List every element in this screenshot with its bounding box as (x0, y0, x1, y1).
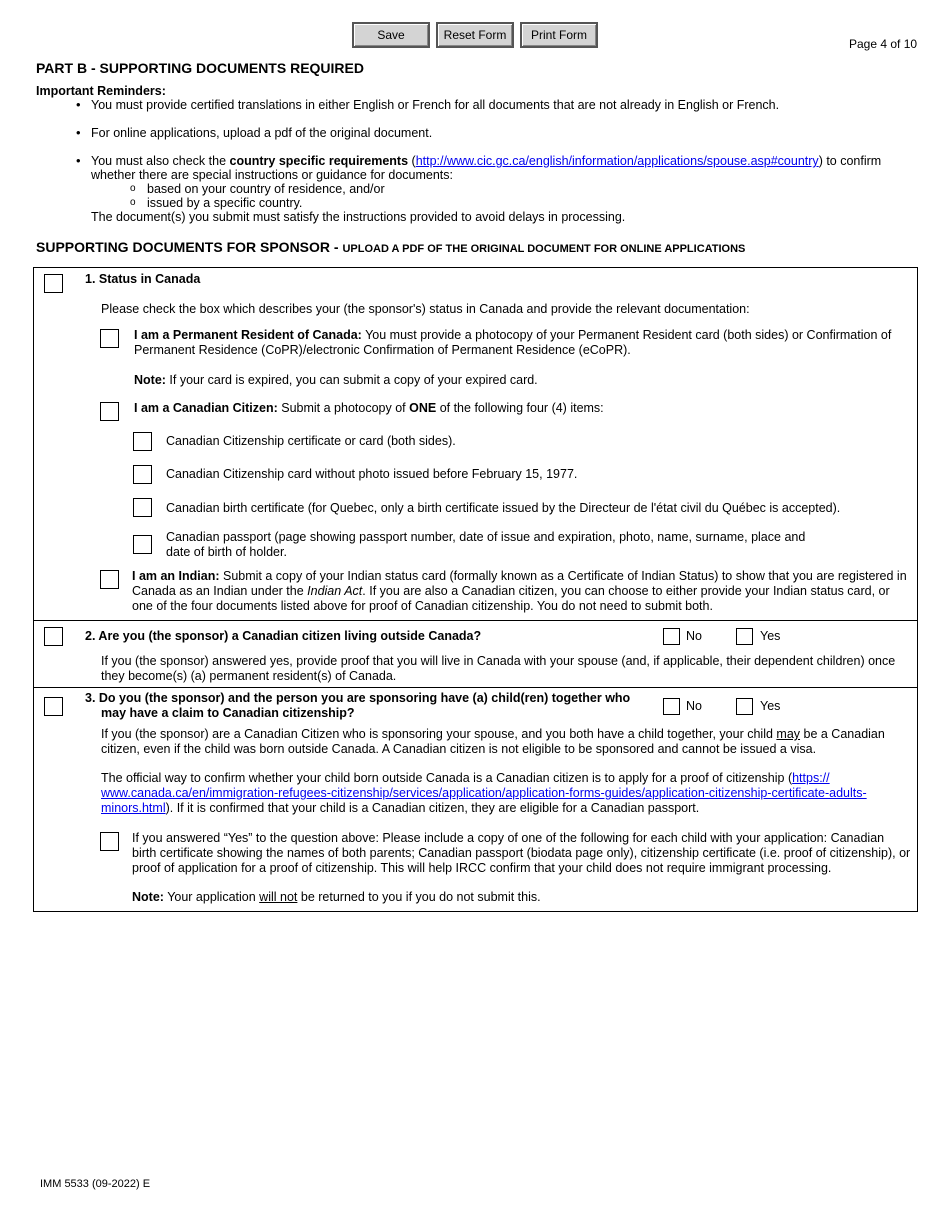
circle-bullet-icon: o (130, 183, 136, 194)
sub-bullet-residence: based on your country of residence, and/or (147, 182, 385, 196)
section-3-checkbox[interactable] (44, 697, 63, 716)
citizenship-card-no-photo-label: Canadian Citizenship card without photo issued before February 15, 1977. (166, 467, 578, 481)
expired-card-note: Note: If your card is expired, you can submit a copy of your expired card. (134, 373, 538, 387)
sub-bullet-issued: issued by a specific country. (147, 196, 303, 210)
section-2-instructions-line2: they become(s) (a) permanent resident(s) of Canada. (101, 669, 397, 683)
part-title: PART B - SUPPORTING DOCUMENTS REQUIRED (36, 60, 364, 76)
birth-certificate-checkbox[interactable] (133, 498, 152, 517)
proof-of-citizenship-link-cont[interactable]: www.canada.ca/en/immigration-refugees-citizenship/services/application/application-forms-guides/application-citizenship-certificate-adults- (101, 786, 867, 800)
citizenship-certificate-label: Canadian Citizenship certificate or card (both sides). (166, 434, 456, 448)
circle-bullet-icon: o (130, 197, 136, 208)
section-1-title: 1. Status in Canada (85, 272, 201, 286)
section-2-checkbox[interactable] (44, 627, 63, 646)
section-3-paragraph-1-line2: citizen, even if the child was born outside Canada. A Canadian citizen is not eligible to be sponsored and cannot be issued a visa. (101, 742, 817, 756)
canadian-citizen-checkbox[interactable] (100, 402, 119, 421)
passport-label: Canadian passport (page showing passport number, date of issue and expiration, photo, name, surname, place and (166, 530, 806, 544)
reminder-country: You must also check the country specific requirements (http://www.cic.gc.ca/english/information/applications/spouse.asp#country) to confirm (91, 154, 882, 168)
form-code: IMM 5533 (09-2022) E (40, 1178, 151, 1190)
section-3-question: 3. Do you (the sponsor) and the person you are sponsoring have (a) child(ren) together who (85, 691, 631, 705)
passport-checkbox[interactable] (133, 535, 152, 554)
section-3-paragraph-2-line2 (101, 786, 867, 801)
citizenship-card-no-photo-checkbox[interactable] (133, 465, 152, 484)
page-number: Page 4 of 10 (849, 37, 918, 51)
section-3-no-checkbox[interactable] (663, 698, 680, 715)
section-2-question: 2. Are you (the sponsor) a Canadian citizen living outside Canada? (85, 629, 482, 643)
child-documents-text-line2: birth certificate showing the names of both parents; Canadian passport (biodata page only), citizenship certificate (i.e. proof of citizenship), or (132, 846, 911, 860)
section-2-instructions: If you (the sponsor) answered yes, provide proof that you will live in Canada with your spouse (and, if applicable, their dependent children) once (101, 654, 896, 668)
section-3-yes-checkbox[interactable] (736, 698, 753, 715)
bullet-icon: • (76, 125, 81, 140)
reminder-closing: The document(s) you submit must satisfy the instructions provided to avoid delays in processing. (91, 210, 626, 224)
sponsor-section-heading: SUPPORTING DOCUMENTS FOR SPONSOR - UPLOAD A PDF OF THE ORIGINAL DOCUMENT FOR ONLINE APPLICATIONS (36, 239, 746, 255)
indian-status-text: I am an Indian: Submit a copy of your Indian status card (formally known as a Certificate of Indian Status) to show that you are registered in (132, 569, 907, 583)
indian-status-text-line3: one of the four documents listed above for proof of Canadian citizenship. You do not need to submit both. (132, 599, 713, 613)
section-divider (33, 687, 917, 688)
indian-status-text-line2: Canada as an Indian under the Indian Act. If you are also a Canadian citizen, you can choose to either provide your Indian status card, or (132, 584, 890, 598)
permanent-resident-checkbox[interactable] (100, 329, 119, 348)
section-1-checkbox[interactable] (44, 274, 63, 293)
section-3-no-label: No (686, 699, 702, 713)
proof-of-citizenship-link-end[interactable]: minors.html (101, 801, 166, 815)
section-3-paragraph-1: If you (the sponsor) are a Canadian Citizen who is sponsoring your spouse, and you both have a child together, your child may be a Canadian (101, 727, 885, 741)
permanent-resident-text-line2: Permanent Residence (CoPR)/electronic Confirmation of Permanent Residence (eCoPR). (134, 343, 631, 357)
section-2-yes-checkbox[interactable] (736, 628, 753, 645)
section-3-question-line2: may have a claim to Canadian citizenship? (101, 706, 355, 720)
save-button[interactable]: Save (352, 22, 430, 48)
permanent-resident-text: I am a Permanent Resident of Canada: You must provide a photocopy of your Permanent Resident card (both sides) or Confirmation of (134, 328, 892, 342)
reset-form-button[interactable]: Reset Form (436, 22, 514, 48)
child-documents-checkbox[interactable] (100, 832, 119, 851)
section-3-paragraph-2: The official way to confirm whether your child born outside Canada is a Canadian citizen is to apply for a proof of citizenship (https:// (101, 771, 830, 785)
section-2-no-label: No (686, 629, 702, 643)
reminder-country-line2: whether there are special instructions or guidance for documents: (91, 168, 453, 182)
reminder-pdf: For online applications, upload a pdf of the original document. (91, 126, 433, 140)
canadian-citizen-text: I am a Canadian Citizen: Submit a photocopy of ONE of the following four (4) items: (134, 401, 604, 415)
section-divider (33, 620, 917, 621)
section-2-yes-label: Yes (760, 629, 781, 643)
country-requirements-link[interactable]: http://www.cic.gc.ca/english/information/applications/spouse.asp#country (415, 154, 819, 168)
section-3-paragraph-2-line3: minors.html). If it is confirmed that your child is a Canadian citizen, they are eligible for a Canadian passport. (101, 801, 700, 815)
bullet-icon: • (76, 97, 81, 112)
citizenship-certificate-checkbox[interactable] (133, 432, 152, 451)
birth-certificate-label: Canadian birth certificate (for Quebec, only a birth certificate issued by the Directeur de l'état civil du Québec is accepted). (166, 501, 841, 515)
child-documents-text: If you answered “Yes” to the question above: Please include a copy of one of the following for each child with your application: Canadian (132, 831, 885, 845)
section-3-yes-label: Yes (760, 699, 781, 713)
proof-of-citizenship-link[interactable]: https:// (792, 771, 830, 785)
indian-status-checkbox[interactable] (100, 570, 119, 589)
section-2-no-checkbox[interactable] (663, 628, 680, 645)
print-form-button[interactable]: Print Form (520, 22, 598, 48)
child-documents-text-line3: proof of application for a proof of citizenship. This will help IRCC confirm that your child does not require immigrant processing. (132, 861, 832, 875)
section-1-intro: Please check the box which describes your (the sponsor's) status in Canada and provide the relevant documentation: (101, 302, 750, 316)
passport-label-line2: date of birth of holder. (166, 545, 287, 559)
reminder-translations: You must provide certified translations in either English or French for all documents that are not already in English or French. (91, 98, 780, 112)
bullet-icon: • (76, 153, 81, 168)
reminders-heading: Important Reminders: (36, 84, 166, 98)
child-documents-note: Note: Your application will not be returned to you if you do not submit this. (132, 890, 541, 904)
